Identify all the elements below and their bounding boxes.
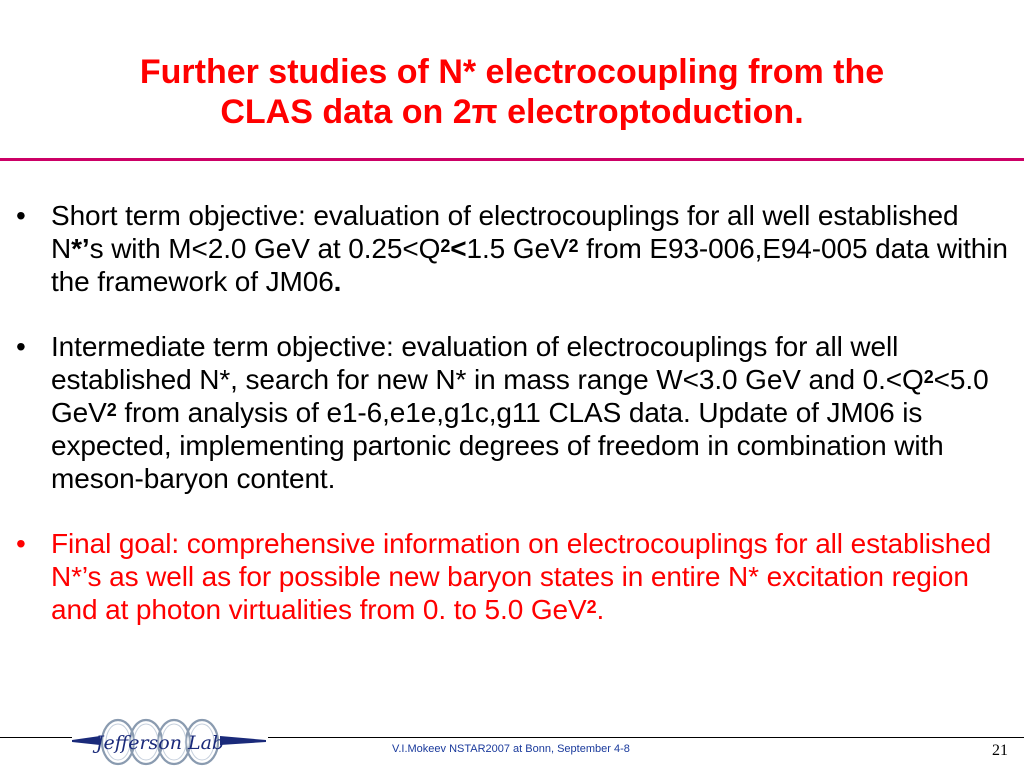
bullet-marker: • xyxy=(16,331,26,362)
footer-divider-right xyxy=(268,737,1024,738)
bullet-text: from E93-006,E94-005 data within the framework of JM06 xyxy=(51,233,1008,297)
title-line-2-end: electroptoduction. xyxy=(497,93,804,131)
bullet-text: Final goal: comprehensive information on electrocouplings for all established N*’s as well as for possible new baryon states in entire N* excitation region and at photon virtualities from 0. to 5.0 GeV xyxy=(51,528,992,625)
superscript: 2 xyxy=(923,367,934,387)
bullet-text: <5.0 GeV xyxy=(51,364,989,428)
superscript: 2 xyxy=(106,400,117,420)
bullet-list xyxy=(0,199,1024,658)
jefferson-lab-logo xyxy=(70,716,270,768)
pi-symbol: π xyxy=(471,93,498,131)
bullet-text: . xyxy=(596,594,605,625)
bullet-intermediate-term xyxy=(0,330,1024,495)
footer-citation: V.I.Mokeev NSTAR2007 at Bonn, September 4-8 xyxy=(392,743,630,755)
logo-wordmark: Jefferson Lab xyxy=(95,732,225,754)
title-line-2 xyxy=(0,92,1024,132)
bullet-text: 1.5 GeV xyxy=(466,233,569,264)
title-line-2-start: CLAS data on 2 xyxy=(220,93,472,131)
bullet-text: from analysis of e1-6,e1e,g1c,g11 CLAS data. Update of JM06 is expected, implementing partonic degrees of freedom in combination with meson-baryon content. xyxy=(51,397,944,494)
footer-divider-left xyxy=(0,737,72,738)
bullet-text: Intermediate term objective: evaluation of electrocouplings for all well established N*, search for new N* in mass range W<3.0 GeV and 0.<Q xyxy=(51,331,924,395)
superscript: 2 xyxy=(568,236,579,256)
bullet-final-goal xyxy=(0,527,1024,626)
bullet-marker: • xyxy=(16,528,26,559)
bullet-short-term xyxy=(0,199,1024,298)
bullet-text: Short term objective: evaluation of electrocouplings for all well established N xyxy=(51,200,959,264)
bullet-text: . xyxy=(333,266,342,297)
superscript: 2 xyxy=(440,236,451,256)
bullet-text: *’ xyxy=(71,233,90,264)
slide-title xyxy=(0,52,1024,132)
bullet-text: < xyxy=(450,233,467,264)
title-divider xyxy=(0,158,1024,161)
bullet-text: s with M<2.0 GeV at 0.25<Q xyxy=(89,233,441,264)
title-line-1: Further studies of N* electrocoupling from the xyxy=(139,53,885,91)
page-number: 21 xyxy=(992,742,1008,759)
superscript: 2 xyxy=(586,597,597,617)
bullet-marker: • xyxy=(16,200,26,231)
